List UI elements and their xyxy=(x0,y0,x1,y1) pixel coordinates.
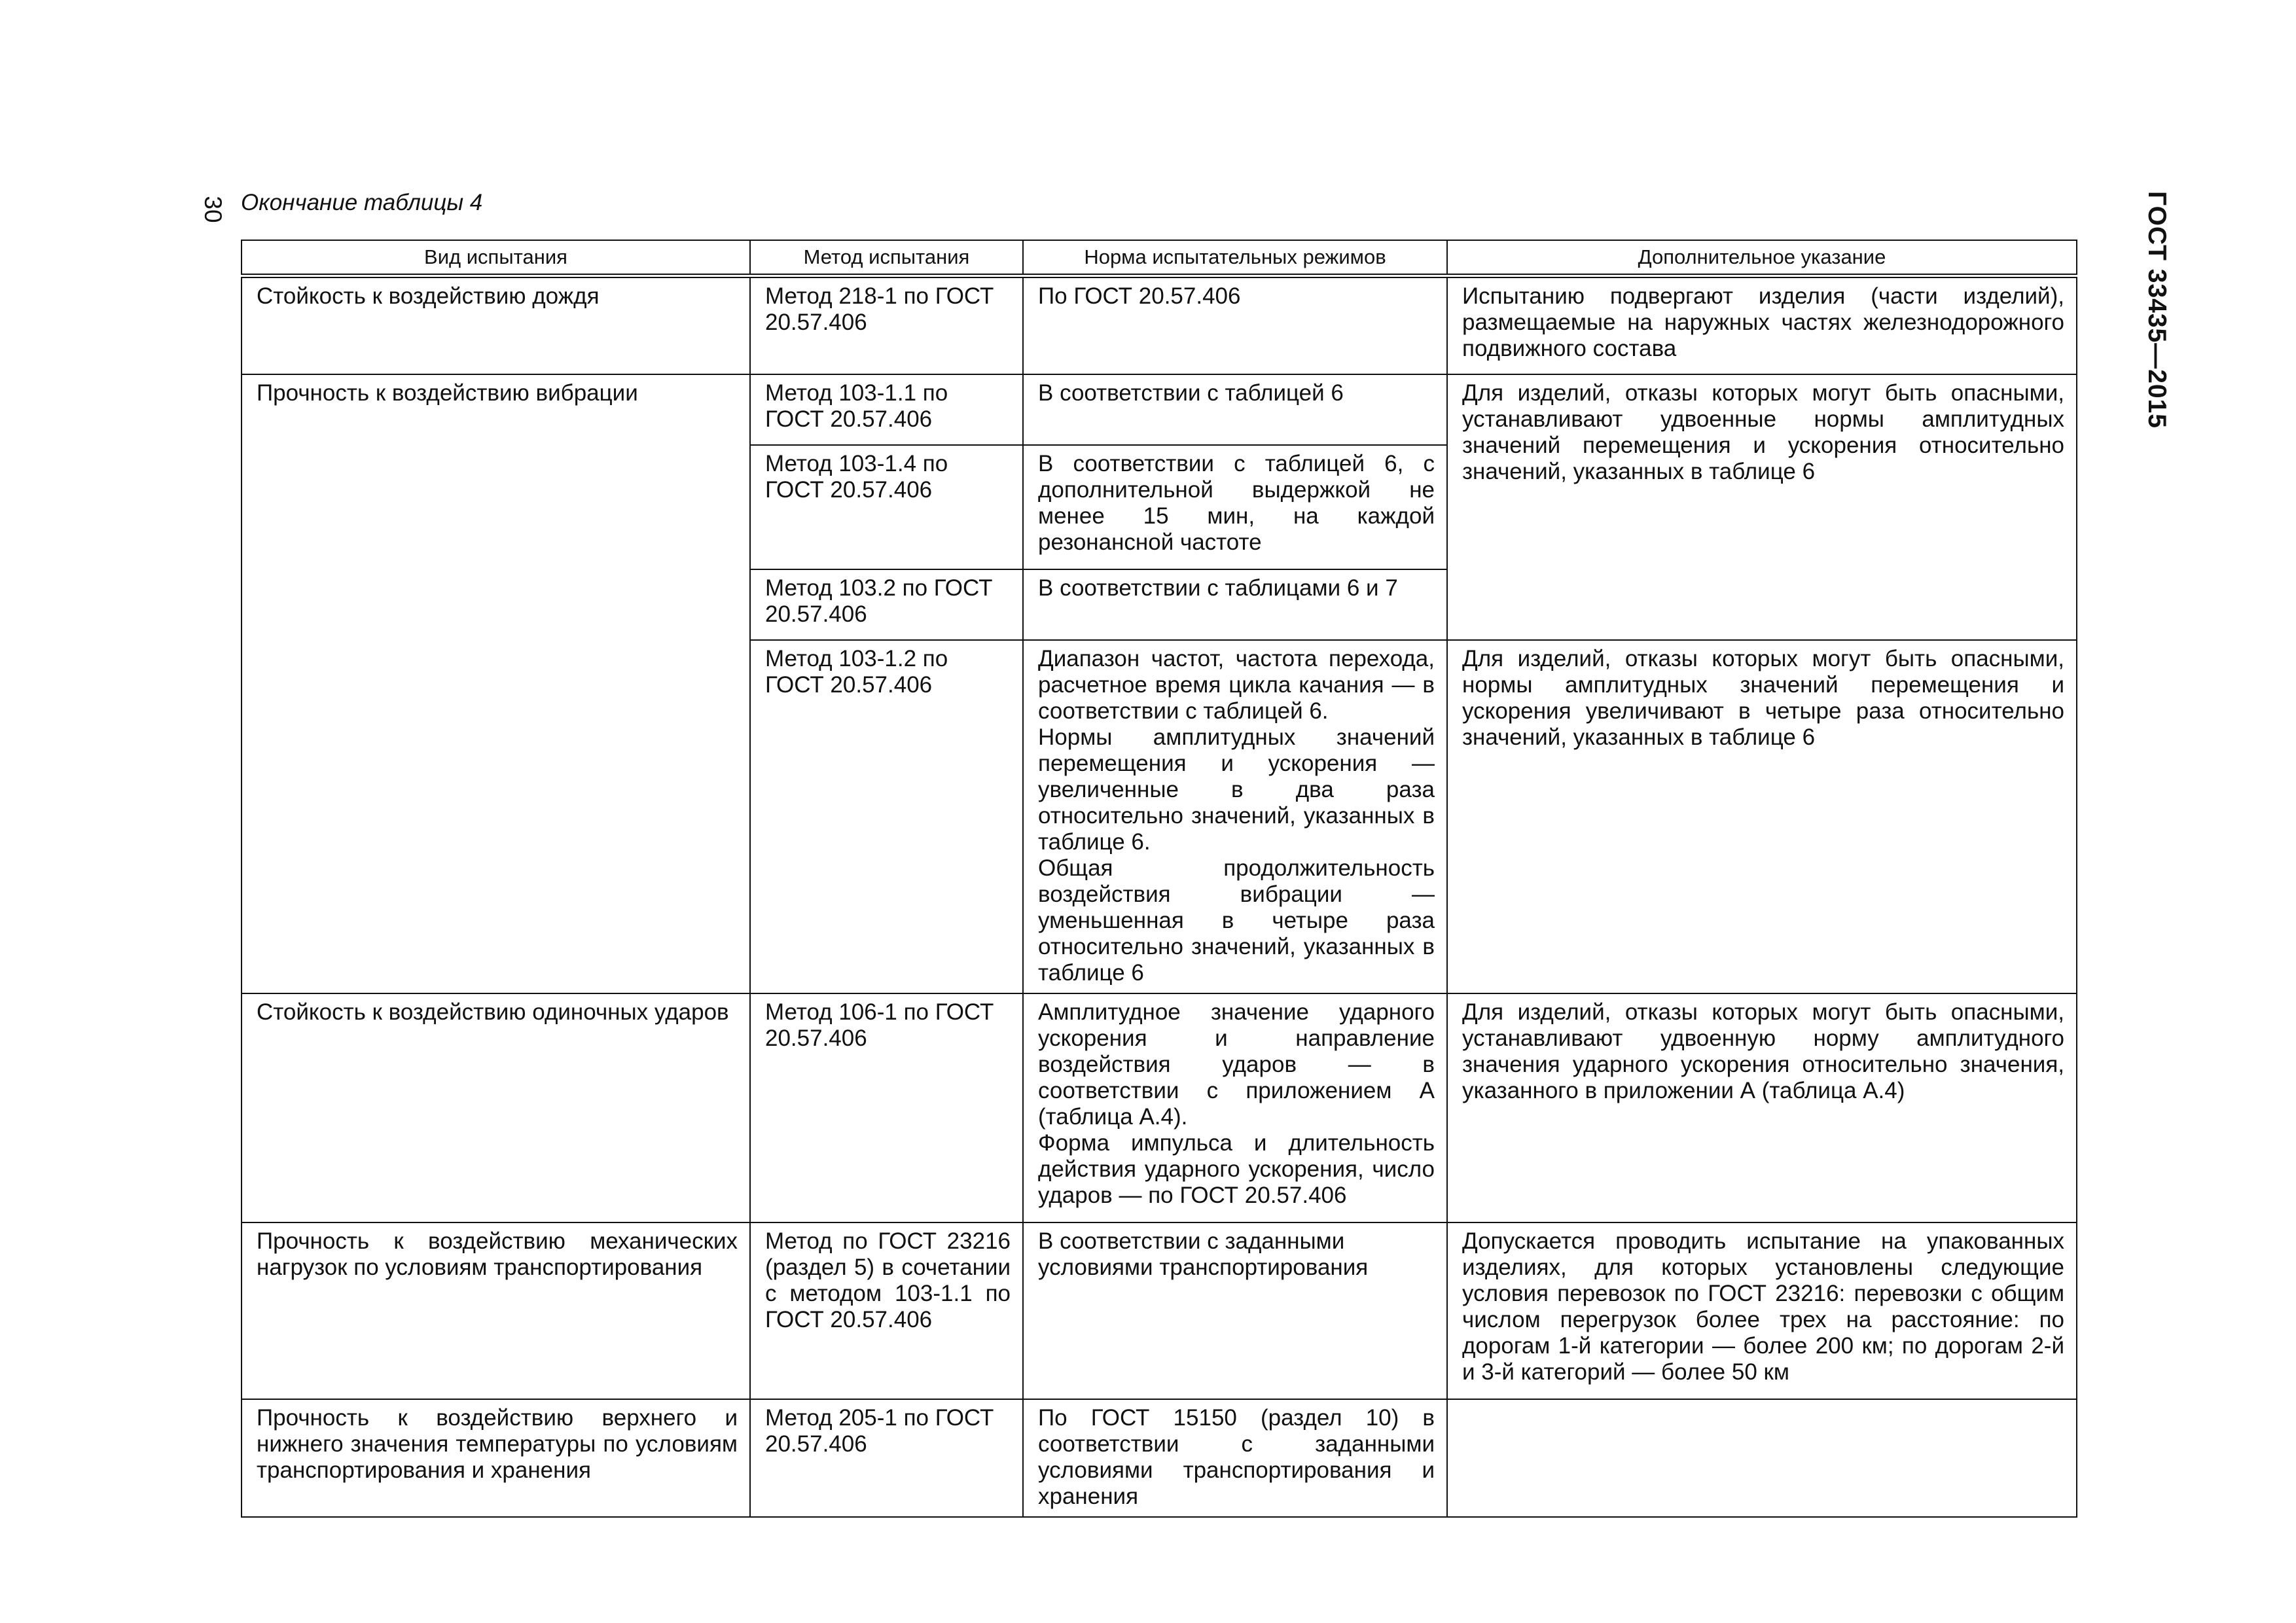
table-row xyxy=(242,276,2077,374)
cell-test-method: Метод 103-1.4 по ГОСТ 20.57.406 xyxy=(750,445,1023,569)
cell-test-method: Метод 205-1 по ГОСТ 20.57.406 xyxy=(750,1399,1023,1517)
cell-test-method: Метод 103.2 по ГОСТ 20.57.406 xyxy=(750,569,1023,640)
cell-test-norm: В соответствии с таблицей 6 xyxy=(1023,374,1447,445)
cell-test-norm: В соответствии с заданными условиями транспортирования xyxy=(1023,1222,1447,1399)
cell-additional-note: Допускается проводить испытание на упакованных изделиях, для которых установлены следующие условия перевозок по ГОСТ 23216: перевозки с общим числом перегрузок более трех на расстояние: по дорогам 1-й категории — более 200 км; по дорогам 2-й и 3-й категорий — более 50 км xyxy=(1447,1222,2077,1399)
table-caption: Окончание таблицы 4 xyxy=(241,190,483,215)
norm-line: Форма импульса и длительность действия ударного ускорения, число ударов — по ГОСТ 20.57.406 xyxy=(1038,1130,1435,1208)
norm-line: Диапазон частот, частота перехода, расчетное время цикла качания — в соответствии с таблицей 6. xyxy=(1038,645,1435,724)
table-row xyxy=(242,1399,2077,1517)
cell-test-type: Стойкость к воздействию одиночных ударов xyxy=(242,993,750,1222)
cell-test-norm xyxy=(1023,993,1447,1222)
table-header-row xyxy=(242,240,2077,276)
cell-test-type: Стойкость к воздействию дождя xyxy=(242,276,750,374)
cell-test-type: Прочность к воздействию верхнего и нижнего значения температуры по условиям транспортирования и хранения xyxy=(242,1399,750,1517)
header-test-norm: Норма испытательных режимов xyxy=(1023,240,1447,276)
cell-test-norm xyxy=(1023,640,1447,993)
cell-test-method: Метод по ГОСТ 23216 (раздел 5) в сочетании с методом 103-1.1 по ГОСТ 20.57.406 xyxy=(750,1222,1023,1399)
cell-test-method: Метод 218-1 по ГОСТ 20.57.406 xyxy=(750,276,1023,374)
table-row xyxy=(242,993,2077,1222)
cell-test-method: Метод 106-1 по ГОСТ 20.57.406 xyxy=(750,993,1023,1222)
cell-test-norm: По ГОСТ 20.57.406 xyxy=(1023,276,1447,374)
cell-additional-note xyxy=(1447,1399,2077,1517)
norm-line: Амплитудное значение ударного ускорения и направление воздействия ударов — в соответствии с приложением А (таблица А.4). xyxy=(1038,999,1435,1130)
document-code: ГОСТ 33435—2015 xyxy=(2143,191,2171,429)
header-test-type: Вид испытания xyxy=(242,240,750,276)
norm-line: Общая продолжительность воздействия вибрации — уменьшенная в четыре раза относительно значений, указанных в таблице 6 xyxy=(1038,855,1435,986)
cell-additional-note: Для изделий, отказы которых могут быть опасными, нормы амплитудных значений перемещения и ускорения увеличивают в четыре раза относительно значений, указанных в таблице 6 xyxy=(1447,640,2077,993)
cell-additional-note: Для изделий, отказы которых могут быть опасными, устанавливают удвоенную норму амплитудного значения ударного ускорения относительно значения, указанного в приложении А (таблица А.4) xyxy=(1447,993,2077,1222)
test-table xyxy=(241,240,2077,1518)
cell-test-method: Метод 103-1.2 по ГОСТ 20.57.406 xyxy=(750,640,1023,993)
table-row xyxy=(242,1222,2077,1399)
page-number: 30 xyxy=(200,196,226,223)
cell-test-norm: По ГОСТ 15150 (раздел 10) в соответствии с заданными условиями транспортирования и хранения xyxy=(1023,1399,1447,1517)
header-additional-note: Дополнительное указание xyxy=(1447,240,2077,276)
cell-test-type: Прочность к воздействию вибрации xyxy=(242,374,750,993)
cell-test-norm: В соответствии с таблицами 6 и 7 xyxy=(1023,569,1447,640)
cell-additional-note: Для изделий, отказы которых могут быть опасными, устанавливают удвоенные нормы амплитудных значений перемещения и ускорения относительно значений, указанных в таблице 6 xyxy=(1447,374,2077,640)
norm-line: Нормы амплитудных значений перемещения и ускорения — увеличенные в два раза относительно значений, указанных в таблице 6. xyxy=(1038,724,1435,855)
table-row xyxy=(242,374,2077,445)
cell-test-method: Метод 103-1.1 по ГОСТ 20.57.406 xyxy=(750,374,1023,445)
cell-additional-note: Испытанию подвергают изделия (части изделий), размещаемые на наружных частях железнодорожного подвижного состава xyxy=(1447,276,2077,374)
cell-test-type: Прочность к воздействию механических нагрузок по условиям транспортирования xyxy=(242,1222,750,1399)
header-test-method: Метод испытания xyxy=(750,240,1023,276)
cell-test-norm: В соответствии с таблицей 6, с дополнительной выдержкой не менее 15 мин, на каждой резонансной частоте xyxy=(1023,445,1447,569)
